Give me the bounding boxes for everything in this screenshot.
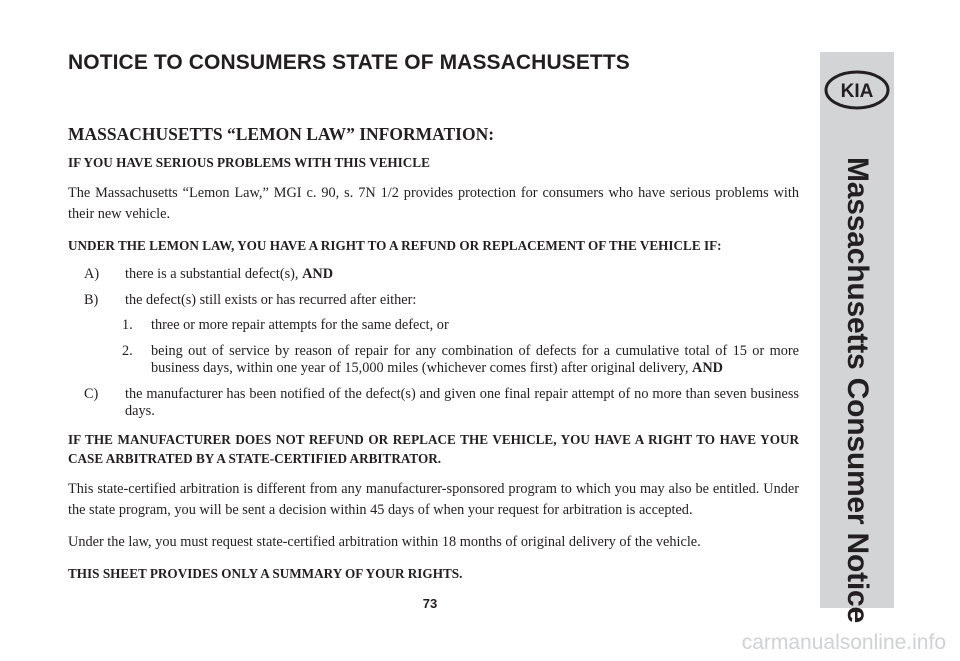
- subheading: IF YOU HAVE SERIOUS PROBLEMS WITH THIS VEHICLE: [68, 155, 430, 170]
- list-marker: C): [84, 385, 99, 402]
- list-item-emphasis: AND: [302, 266, 334, 282]
- list-item-emphasis: AND: [692, 360, 724, 376]
- page-title: NOTICE TO CONSUMERS STATE OF MASSACHUSETTS: [68, 51, 630, 74]
- list-marker: 1.: [122, 317, 133, 333]
- list-item-text: three or more repair attempts for the same defect, or: [151, 317, 449, 333]
- deadline-paragraph: Under the law, you must request state-certified arbitration within 18 months of original delivery of the vehicle.: [68, 533, 701, 550]
- kia-logo-text: KIA: [840, 81, 874, 102]
- sidebar-vertical-title: Massachusetts Consumer Notice: [841, 156, 874, 624]
- notice-body: [68, 124, 799, 594]
- list-item-b: [68, 292, 799, 310]
- list-item-text: there is a substantial defect(s),: [125, 266, 299, 282]
- kia-logo: [824, 70, 890, 110]
- summary-note: THIS SHEET PROVIDES ONLY A SUMMARY OF YOUR RIGHTS.: [68, 565, 463, 581]
- kia-logo-icon: [824, 70, 890, 110]
- list-item-b1: [68, 317, 799, 335]
- sidebar-tab: [820, 52, 894, 624]
- page-number: 73: [422, 596, 438, 611]
- list-item-a: [68, 266, 799, 284]
- arbitration-paragraph: This state-certified arbitration is different from any manufacturer-sponsored program to which you may also be entitled. Under the state program, you will be sent a decision within 45 days of when your request for arbitration is accepted.: [68, 480, 799, 518]
- list-marker: 2.: [122, 342, 133, 359]
- watermark: carmanualsonline.info: [741, 631, 946, 654]
- list-item-b2: [68, 343, 799, 378]
- list-item-text: the defect(s) still exists or has recurred after either:: [125, 291, 417, 308]
- list-item-text: the manufacturer has been notified of the defect(s) and given one final repair attempt of no more than seven business days.: [125, 385, 799, 419]
- rights-heading: UNDER THE LEMON LAW, YOU HAVE A RIGHT TO A REFUND OR REPLACEMENT OF THE VEHICLE IF:: [68, 238, 722, 253]
- list-item-text: being out of service by reason of repair for any combination of defects for a cumulative total of 15 or more business days, within one year of 15,000 miles (whichever comes first) after original delivery,: [151, 342, 799, 376]
- section-heading: MASSACHUSETTS “LEMON LAW” INFORMATION:: [68, 124, 495, 144]
- list-marker: B): [84, 291, 99, 308]
- arbitration-heading: IF THE MANUFACTURER DOES NOT REFUND OR REPLACE THE VEHICLE, YOU HAVE A RIGHT TO HAVE YOUR CASE ARBITRATED BY A STATE-CERTIFIED ARBITRATOR.: [68, 431, 799, 466]
- intro-paragraph: The Massachusetts “Lemon Law,” MGI c. 90, s. 7N 1/2 provides protection for consumers who have serious problems with their new vehicle.: [68, 185, 799, 222]
- list-item-c: [68, 386, 799, 421]
- list-marker: A): [84, 266, 100, 282]
